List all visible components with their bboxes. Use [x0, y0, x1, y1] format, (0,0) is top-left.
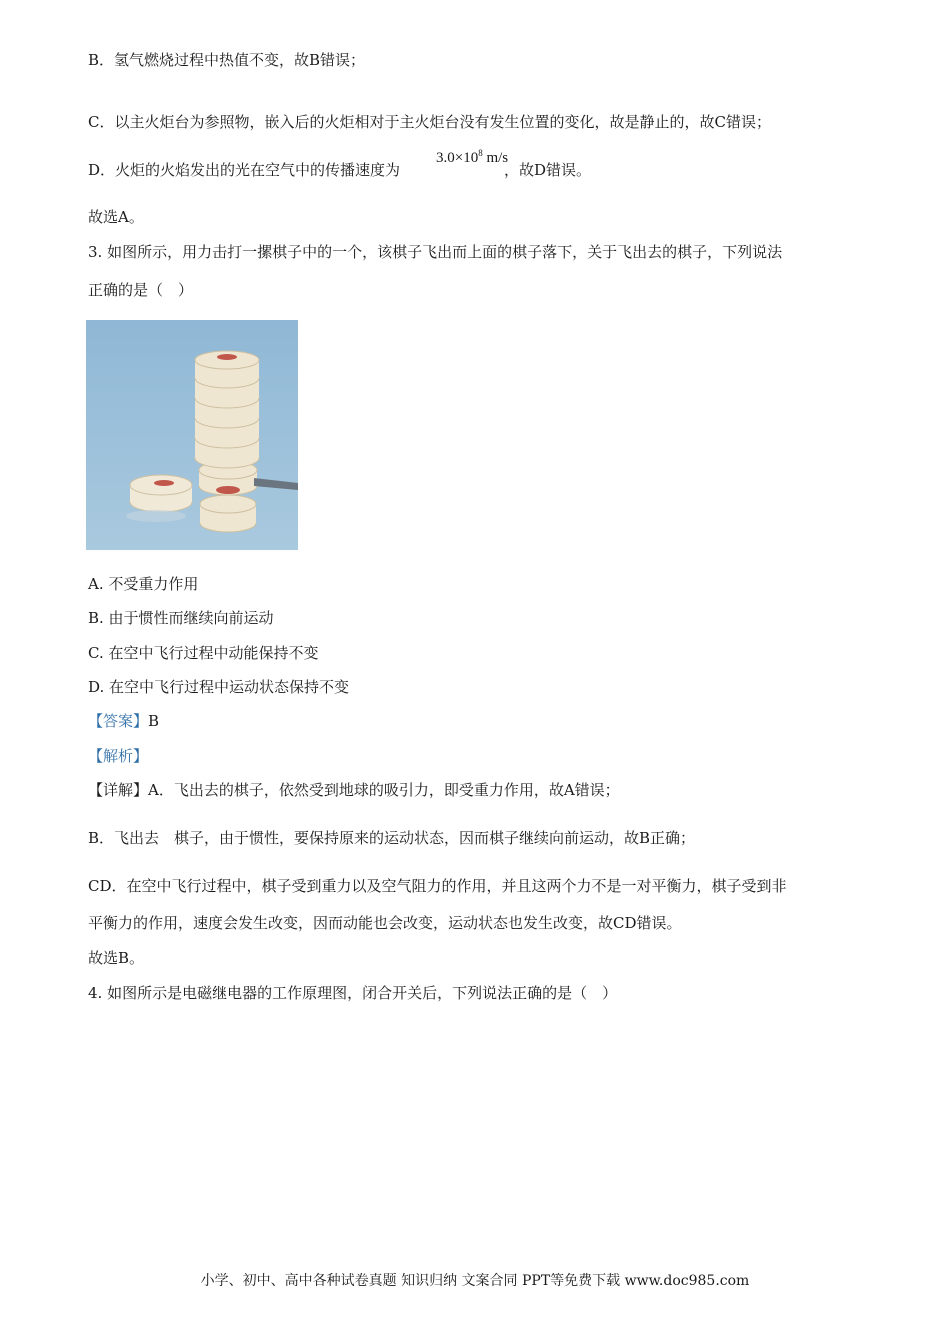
formula-speed-of-light	[436, 148, 508, 167]
answer-tag: 【答案】	[88, 712, 149, 730]
page-footer: 小学、初中、高中各种试卷真题 知识归纳 文案合同 PPT等免费下载 www.doc985.com	[200, 1273, 750, 1289]
option-a: A. 不受重力作用	[88, 575, 199, 593]
detail-line: B．飞出去 棋子，由于惯性，要保持原来的运动状态，因而棋子继续向前运动，故B正确；	[88, 829, 696, 847]
option-c: C. 在空中飞行过程中动能保持不变	[88, 644, 319, 662]
text-line	[88, 160, 591, 180]
option-d: D. 在空中飞行过程中运动状态保持不变	[88, 678, 350, 696]
text-segment: D．火炬的火焰发出的光在空气中的传播速度为	[88, 161, 401, 179]
formula-exponent: 8	[478, 148, 483, 158]
formula-base: 3.0×10	[436, 150, 479, 166]
chess-pieces-photo	[86, 320, 298, 550]
answer-value: B	[148, 712, 160, 730]
formula-unit: m/s	[482, 150, 509, 166]
analysis-tag: 【解析】	[88, 747, 149, 765]
question-4: 4. 如图所示是电磁继电器的工作原理图，闭合开关后，下列说法正确的是（ ）	[88, 984, 618, 1002]
text-line: C．以主火炬台为参照物，嵌入后的火炬相对于主火炬台没有发生位置的变化，故是静止的，故C错误；	[88, 113, 771, 131]
option-b: B. 由于惯性而继续向前运动	[88, 609, 274, 627]
question-3-line-1: 3. 如图所示，用力击打一摞棋子中的一个，该棋子飞出而上面的棋子落下，关于飞出去的棋子，下列说法	[88, 243, 783, 261]
detail-line: 平衡力的作用，速度会发生改变，因而动能也会改变，运动状态也发生改变，故CD错误。	[88, 914, 682, 932]
text-line: 故选B。	[88, 949, 145, 967]
text-segment: ，故D错误。	[504, 161, 592, 179]
detail-line: CD．在空中飞行过程中，棋子受到重力以及空气阻力的作用，并且这两个力不是一对平衡力，棋子受到非	[88, 877, 787, 895]
question-3-line-2: 正确的是（ ）	[88, 281, 194, 299]
text-line: 故选A。	[88, 208, 144, 226]
answer-line	[88, 711, 159, 731]
detail-line: 【详解】A．飞出去的棋子，依然受到地球的吸引力，即受重力作用，故A错误；	[88, 781, 620, 799]
text-line: B．氢气燃烧过程中热值不变，故B错误；	[88, 51, 366, 69]
